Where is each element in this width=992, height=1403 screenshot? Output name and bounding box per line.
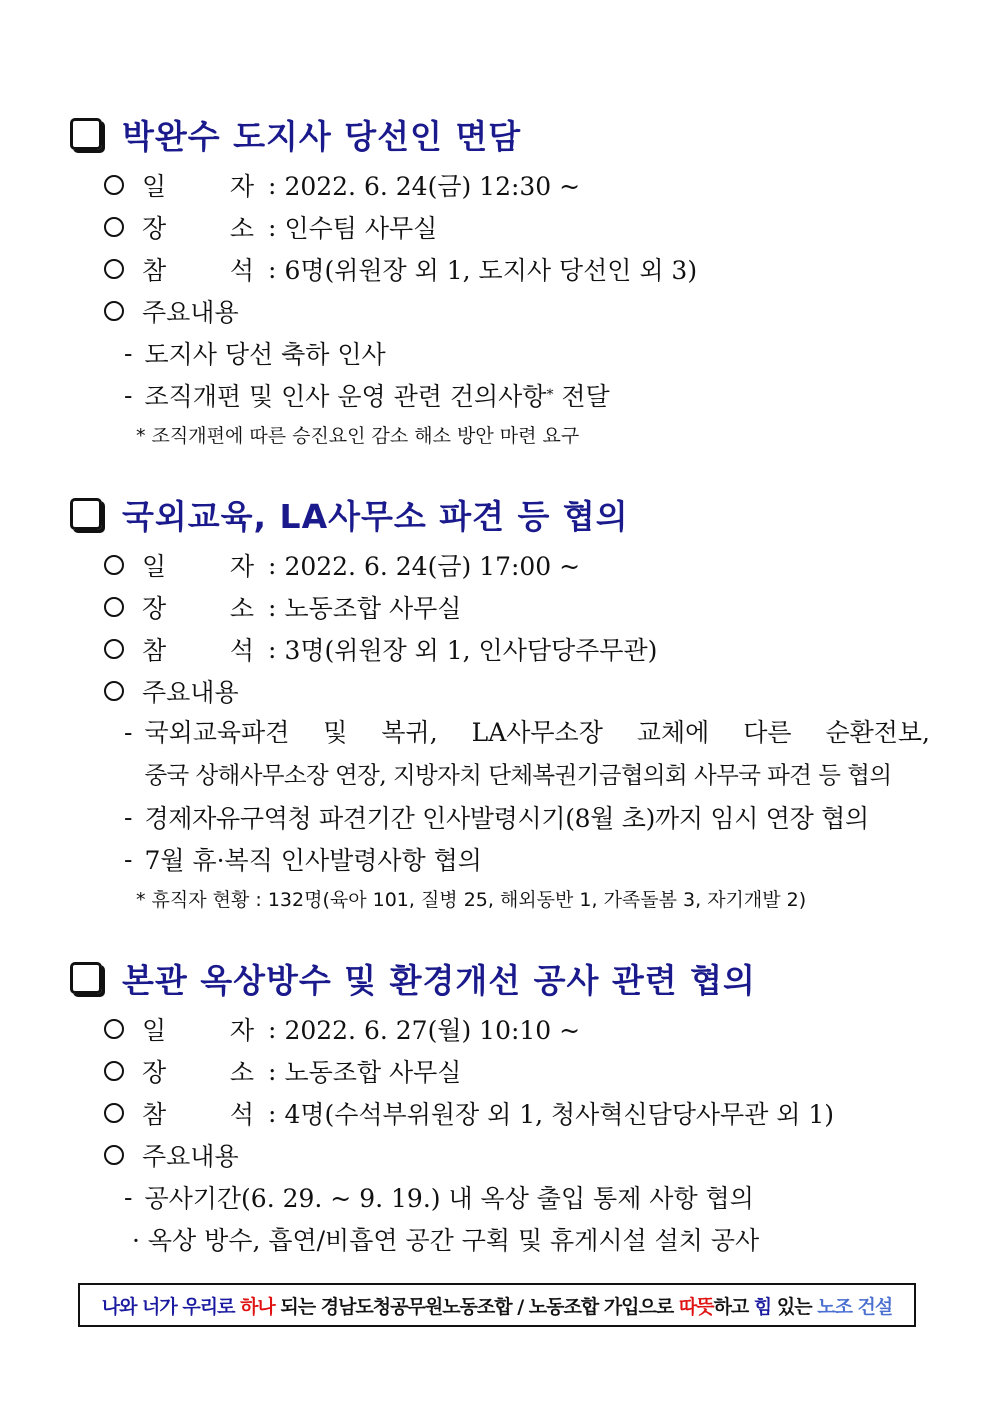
contents-row: [70, 1134, 930, 1176]
date-value: 2022. 6. 27(월) 10:10 ~: [284, 1016, 581, 1045]
slogan-part: 노조 건설: [817, 1295, 893, 1318]
contents-label: 주요내용: [142, 298, 239, 327]
section-title: [70, 954, 930, 1002]
section-2: [70, 490, 930, 916]
checkbox-icon: [70, 962, 102, 994]
colon: :: [268, 550, 277, 580]
date-row: [70, 544, 930, 586]
colon: :: [268, 1014, 277, 1044]
checkbox-icon: [70, 498, 102, 530]
attendees-value: 4명(수석부위원장 외 1, 청사혁신담당사무관 외 1): [284, 1100, 835, 1129]
date-row: [70, 164, 930, 206]
slogan-part: 있는: [771, 1295, 818, 1318]
list-item-text: 조직개편 및 인사 운영 관련 건의사항: [144, 382, 547, 411]
attendees-row: [70, 248, 930, 290]
list-item-text: 국외교육파견 및 복귀, LA사무소장 교체에 다른 순환전보,: [144, 718, 930, 747]
list-item-text: 전달: [561, 382, 610, 411]
label-char: 자: [229, 1016, 254, 1045]
slogan-part: 따뜻: [678, 1295, 714, 1318]
dash: -: [124, 1182, 133, 1212]
list-item-text: 도지사 당선 축하 인사: [144, 340, 386, 369]
attendees-value: 3명(위원장 외 1, 인사담당주무관): [284, 636, 658, 665]
circle-bullet-icon: [104, 259, 124, 279]
section-title-text: 박완수 도지사 당선인 면담: [122, 116, 522, 156]
label-char: 소: [229, 1058, 254, 1087]
dash: -: [124, 844, 133, 874]
list-item-text-continued: 중국 상해사무소장 연장, 지방자치 단체복권기금협의회 사무국 파견 등 협의: [144, 761, 892, 789]
section-title-text: 국외교육, LA사무소 파견 등 협의: [122, 496, 629, 536]
checkbox-icon: [70, 118, 102, 150]
colon: :: [268, 634, 277, 664]
circle-bullet-icon: [104, 217, 124, 237]
attendees-row: [70, 1092, 930, 1134]
slogan-part: 힘: [753, 1295, 772, 1318]
label-char: 참: [142, 1100, 167, 1129]
attendees-row: [70, 628, 930, 670]
label-char: 참: [142, 256, 167, 285]
list-item: [70, 1218, 930, 1260]
circle-bullet-icon: [104, 1061, 124, 1081]
contents-row: [70, 290, 930, 332]
circle-bullet-icon: [104, 1103, 124, 1123]
place-value: 노동조합 사무실: [284, 594, 462, 623]
slogan-part: 하고: [713, 1295, 754, 1318]
label-char: 일: [142, 552, 167, 581]
place-value: 노동조합 사무실: [284, 1058, 462, 1087]
footnote: * 조직개편에 따른 승진요인 감소 해소 방안 마련 요구: [136, 424, 580, 447]
section-title-text: 본관 옥상방수 및 환경개선 공사 관련 협의: [122, 960, 756, 1000]
label-char: 장: [142, 214, 167, 243]
circle-bullet-icon: [104, 175, 124, 195]
dash: -: [124, 802, 133, 832]
label-char: 장: [142, 594, 167, 623]
colon: :: [268, 592, 277, 622]
place-row: [70, 206, 930, 248]
section-title: [70, 490, 930, 538]
list-item: [70, 374, 930, 416]
section-title: [70, 110, 930, 158]
attendees-value: 6명(위원장 외 1, 도지사 당선인 외 3): [284, 256, 698, 285]
circle-bullet-icon: [104, 681, 124, 701]
list-item: [70, 1176, 930, 1218]
circle-bullet-icon: [104, 639, 124, 659]
colon: :: [268, 1098, 277, 1128]
dash: -: [124, 380, 133, 410]
circle-bullet-icon: [104, 555, 124, 575]
place-value: 인수팀 사무실: [284, 214, 438, 243]
list-item: [70, 712, 930, 796]
label-char: 석: [229, 1100, 254, 1129]
circle-bullet-icon: [104, 301, 124, 321]
list-item: [70, 838, 930, 880]
slogan-part: 나와 너가 우리로: [101, 1295, 241, 1318]
label-char: 석: [229, 256, 254, 285]
slogan-part: 하나: [240, 1295, 275, 1318]
list-item-text: 7월 휴·복직 인사발령사항 협의: [144, 846, 482, 875]
list-item: [70, 332, 930, 374]
slogan-part: 되는 경남도청공무원노동조합 / 노동조합 가입으로: [274, 1295, 679, 1318]
label-char: 장: [142, 1058, 167, 1087]
footnote-mark: *: [546, 387, 554, 403]
list-item-text: 경제자유구역청 파견기간 인사발령시기(8월 초)까지 임시 연장 협의: [144, 804, 869, 833]
label-char: 소: [229, 214, 254, 243]
date-value: 2022. 6. 24(금) 12:30 ~: [284, 172, 581, 201]
list-item-text: 공사기간(6. 29. ~ 9. 19.) 내 옥상 출입 통제 사항 협의: [144, 1184, 754, 1213]
place-row: [70, 586, 930, 628]
colon: :: [268, 254, 277, 284]
colon: :: [268, 212, 277, 242]
colon: :: [268, 170, 277, 200]
place-row: [70, 1050, 930, 1092]
label-char: 참: [142, 636, 167, 665]
footer-slogan: [78, 1283, 916, 1327]
date-value: 2022. 6. 24(금) 17:00 ~: [284, 552, 581, 581]
label-char: 일: [142, 172, 167, 201]
label-char: 석: [229, 636, 254, 665]
colon: :: [268, 1056, 277, 1086]
label-char: 자: [229, 552, 254, 581]
contents-label: 주요내용: [142, 1142, 239, 1171]
dash: -: [124, 718, 133, 747]
list-item: [70, 796, 930, 838]
label-char: 일: [142, 1016, 167, 1045]
contents-row: [70, 670, 930, 712]
date-row: [70, 1008, 930, 1050]
label-char: 자: [229, 172, 254, 201]
circle-bullet-icon: [104, 597, 124, 617]
list-item-text: · 옥상 방수, 흡연/비흡연 공간 구획 및 휴게시설 설치 공사: [132, 1226, 760, 1255]
circle-bullet-icon: [104, 1145, 124, 1165]
label-char: 소: [229, 594, 254, 623]
footnote: * 휴직자 현황 : 132명(육아 101, 질병 25, 해외동반 1, 가족돌봄 3, 자기개발 2): [136, 888, 807, 911]
section-1: [70, 110, 930, 452]
circle-bullet-icon: [104, 1019, 124, 1039]
dash: -: [124, 338, 133, 368]
contents-label: 주요내용: [142, 678, 239, 707]
section-3: [70, 954, 930, 1260]
